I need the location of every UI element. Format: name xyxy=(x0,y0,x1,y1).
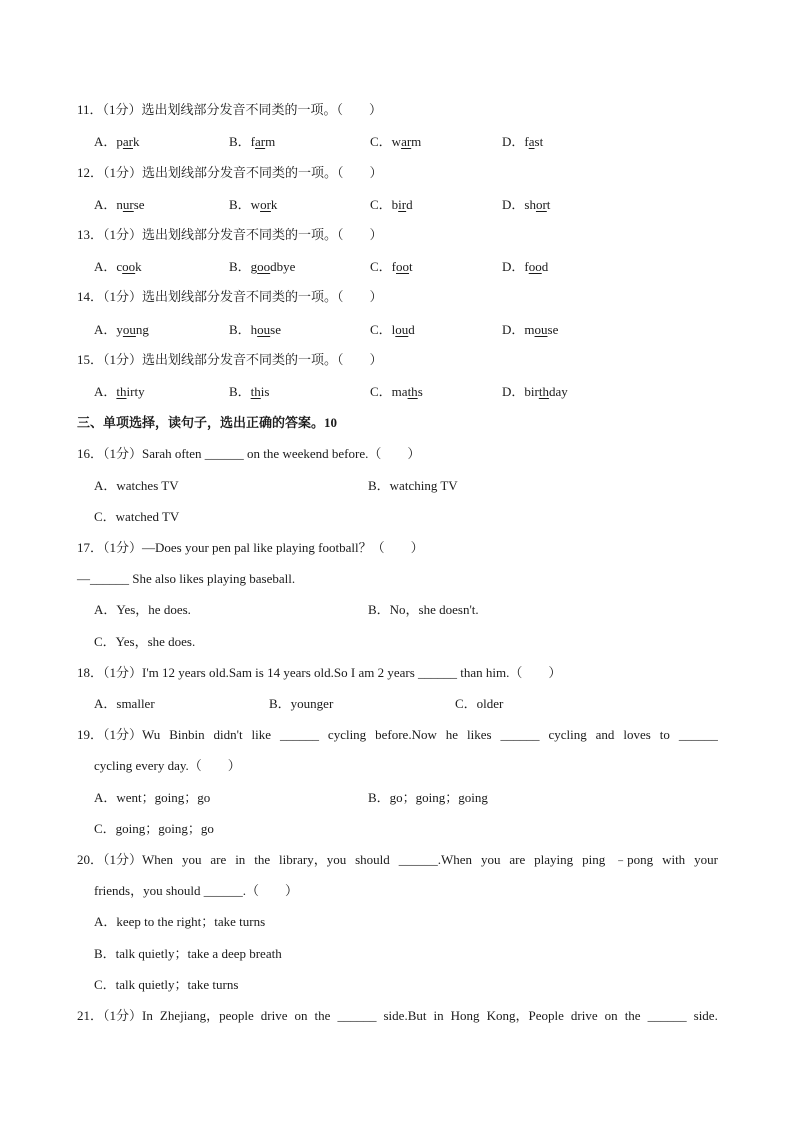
q15-option-b[interactable]: B．this xyxy=(229,384,270,399)
q17-option-c[interactable]: C．Yes，she does. xyxy=(94,634,196,649)
q15-option-c[interactable]: C．maths xyxy=(370,384,423,399)
question-11-stem: 11．（1分）选出划线部分发音不同类的一项。（ ） xyxy=(77,102,383,117)
question-19-stem: 19．（1分）Wu Binbin didn't like ______ cycling before.Now he likes ______ cycling and loves to ______ xyxy=(77,727,718,742)
q11-option-b[interactable]: B．farm xyxy=(229,134,276,149)
q20-option-b[interactable]: B．talk quietly；take a deep breath xyxy=(94,946,282,961)
q12-option-c[interactable]: C．bird xyxy=(370,197,413,212)
q20-option-a[interactable]: A．keep to the right；take turns xyxy=(94,914,266,929)
question-17-line-2: —______ She also likes playing baseball. xyxy=(77,571,296,586)
q15-option-d[interactable]: D．birthday xyxy=(502,384,568,399)
q11-option-d[interactable]: D．fast xyxy=(502,134,544,149)
q14-option-b[interactable]: B．house xyxy=(229,322,282,337)
q13-option-d[interactable]: D．food xyxy=(502,259,549,274)
question-19-line-2: cycling every day.（ ） xyxy=(94,758,241,773)
q14-option-a[interactable]: A．young xyxy=(94,322,149,337)
section-3-heading: 三、单项选择，读句子，选出正确的答案。10 xyxy=(77,415,338,430)
q17-option-a[interactable]: A．Yes，he does. xyxy=(94,602,191,617)
q18-option-a[interactable]: A．smaller xyxy=(94,696,155,711)
question-20-stem: 20．（1分）When you are in the library，you should ______.When you are playing ping ﹣pong with your xyxy=(77,852,718,867)
q12-option-b[interactable]: B．work xyxy=(229,197,278,212)
q16-option-a[interactable]: A．watches TV xyxy=(94,478,179,493)
q14-option-d[interactable]: D．mouse xyxy=(502,322,559,337)
q18-option-c[interactable]: C．older xyxy=(455,696,504,711)
q12-option-d[interactable]: D．short xyxy=(502,197,551,212)
question-15-stem: 15．（1分）选出划线部分发音不同类的一项。（ ） xyxy=(77,352,383,367)
question-18-stem: 18．（1分）I'm 12 years old.Sam is 14 years old.So I am 2 years ______ than him.（ ） xyxy=(77,665,562,680)
q20-option-c[interactable]: C．talk quietly；take turns xyxy=(94,977,239,992)
question-16-stem: 16．（1分）Sarah often ______ on the weekend before.（ ） xyxy=(77,446,421,461)
q12-option-a[interactable]: A．nurse xyxy=(94,197,145,212)
q13-option-b[interactable]: B．goodbye xyxy=(229,259,296,274)
q11-option-a[interactable]: A．park xyxy=(94,134,140,149)
q19-option-b[interactable]: B．go；going；going xyxy=(368,790,488,805)
q18-option-b[interactable]: B．younger xyxy=(269,696,334,711)
q13-option-a[interactable]: A．cook xyxy=(94,259,142,274)
question-17-stem: 17．（1分）—Does your pen pal like playing football？（ ） xyxy=(77,540,424,555)
question-13-stem: 13．（1分）选出划线部分发音不同类的一项。（ ） xyxy=(77,227,383,242)
question-12-stem: 12．（1分）选出划线部分发音不同类的一项。（ ） xyxy=(77,165,383,180)
q19-option-c[interactable]: C．going；going；go xyxy=(94,821,214,836)
q19-option-a[interactable]: A．went；going；go xyxy=(94,790,211,805)
q17-option-b[interactable]: B．No，she doesn't. xyxy=(368,602,479,617)
q11-option-c[interactable]: C．warm xyxy=(370,134,422,149)
q14-option-c[interactable]: C．loud xyxy=(370,322,415,337)
q16-option-b[interactable]: B．watching TV xyxy=(368,478,458,493)
q13-option-c[interactable]: C．foot xyxy=(370,259,413,274)
q16-option-c[interactable]: C．watched TV xyxy=(94,509,180,524)
question-14-stem: 14．（1分）选出划线部分发音不同类的一项。（ ） xyxy=(77,289,383,304)
question-20-line-2: friends，you should ______.（ ） xyxy=(94,883,299,898)
question-21-stem: 21．（1分）In Zhejiang，people drive on the ______ side.But in Hong Kong，People drive on the ______ side. xyxy=(77,1008,718,1023)
q15-option-a[interactable]: A．thirty xyxy=(94,384,145,399)
